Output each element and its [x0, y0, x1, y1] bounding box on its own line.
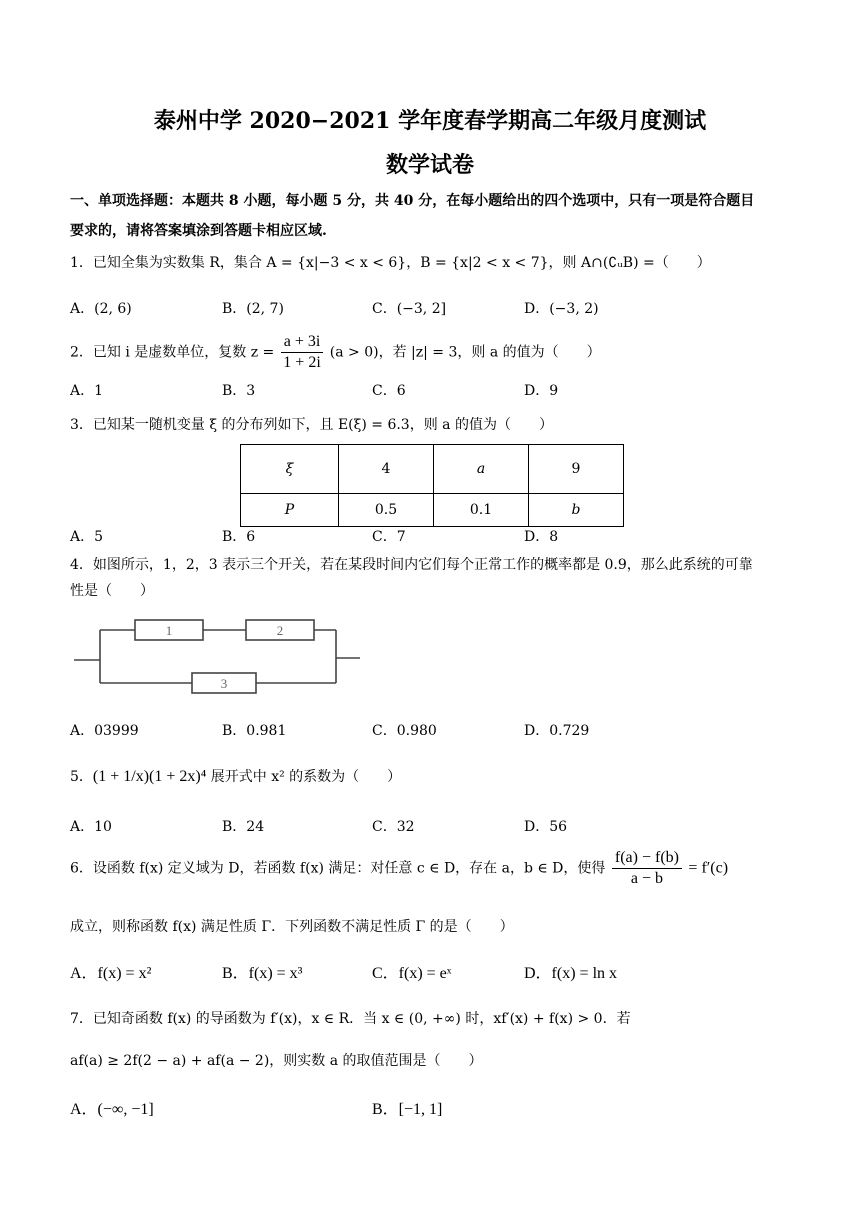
q2-frac-denominator: 1 + 2i [283, 354, 321, 371]
q6-fraction [612, 848, 682, 889]
q2-frac-numerator: a + 3i [281, 332, 324, 353]
table-cell: 0.1 [434, 494, 529, 527]
table-cell: 9 [529, 445, 624, 494]
switch-2-label: 2 [276, 623, 284, 638]
distribution-table [240, 444, 624, 527]
table-cell: P [241, 494, 339, 527]
table-row [241, 445, 624, 494]
q2-option-c: C．6 [372, 383, 406, 399]
table-cell: b [529, 494, 624, 527]
q4-stem-line2: 性是（ ） [70, 583, 154, 599]
q5-stem [70, 766, 795, 786]
switch-3-label: 3 [220, 676, 228, 691]
q2-stem-pre: 2．已知 i 是虚数单位，复数 z = [70, 344, 275, 361]
q4-option-c: C．0.980 [372, 723, 437, 739]
q5-option-a: A．10 [70, 819, 112, 835]
q6-frac-denominator: a − b [630, 870, 663, 887]
q2-stem [70, 332, 795, 373]
q5-option-d: D．56 [524, 819, 568, 835]
q2-option-d: D．9 [524, 383, 559, 399]
q5-stem-pre: 5． [70, 769, 93, 785]
table-cell: 0.5 [339, 494, 434, 527]
table-row [241, 494, 624, 527]
q1-option-c: C．(−3, 2] [372, 301, 447, 317]
q6-stem-pre: 6．设函数 f(x) 定义域为 D，若函数 f(x) 满足：对任意 c ∈ D，存在 a，b ∈ D，使得 [70, 860, 606, 877]
page-title: 泰州中学 2020−2021 学年度春学期高二年级月度测试 [153, 108, 707, 134]
q3-option-b: B．6 [222, 529, 256, 545]
q4-option-d: D．0.729 [524, 723, 590, 739]
q6-stem-line2: 成立，则称函数 f(x) 满足性质 Γ．下列函数不满足性质 Γ 的是（ ） [70, 919, 514, 935]
q6-option-c: C．f(x) = eˣ [372, 965, 452, 982]
q3-option-d: D．8 [524, 529, 559, 545]
q3-stem: 3．已知某一随机变量 ξ 的分布列如下，且 E(ξ) = 6.3，则 a 的值为（ ） [70, 417, 553, 433]
q6-option-d: D．f(x) = ln x [524, 965, 618, 982]
q7-stem-line1: 7．已知奇函数 f(x) 的导函数为 f′(x)，x ∈ R．当 x ∈ (0, +∞) 时，xf′(x) + f(x) > 0．若 [70, 1011, 631, 1027]
q6-option-b: B．f(x) = x³ [222, 965, 303, 982]
table-cell: 4 [339, 445, 434, 494]
q1-option-b: B．(2, 7) [222, 301, 284, 317]
section-heading-line1: 一、单项选择题：本题共 8 小题，每小题 5 分，共 40 分，在每小题给出的四个选项中，只有一项是符合题目 [70, 193, 755, 209]
q7-option-b: B．[−1, 1] [372, 1101, 443, 1118]
switch-1-label: 1 [165, 623, 173, 638]
circuit-diagram [70, 610, 370, 700]
table-cell: a [434, 445, 529, 494]
q2-fraction [281, 332, 324, 373]
q6-option-a: A．f(x) = x² [70, 965, 152, 982]
q1-stem: 1．已知全集为实数集 R，集合 A = {x|−3 < x < 6}，B = {x|2 < x < 7}，则 A∩(∁ᵤB) =（ ） [70, 255, 711, 271]
q3-option-a: A．5 [70, 529, 104, 545]
q6-stem-post: = f′(c) [688, 859, 729, 877]
q4-option-b: B．0.981 [222, 723, 287, 739]
q5-option-b: B．24 [222, 819, 265, 835]
q4-option-a: A．03999 [70, 723, 139, 739]
section-heading-line2: 要求的，请将答案填涂到答题卡相应区域. [70, 223, 327, 239]
table-cell: ξ [241, 445, 339, 494]
q6-stem-line1 [70, 848, 795, 889]
q1-option-d: D．(−3, 2) [524, 301, 599, 317]
q5-expression: (1 + 1/x)(1 + 2x)⁴ [92, 768, 207, 785]
q3-option-c: C．7 [372, 529, 406, 545]
page-subtitle: 数学试卷 [385, 152, 474, 178]
q7-stem-line2: af(a) ≥ 2f(2 − a) + af(a − 2)，则实数 a 的取值范围是（ ） [70, 1053, 483, 1069]
q5-option-c: C．32 [372, 819, 415, 835]
q2-stem-post: (a > 0)，若 |z| = 3，则 a 的值为（ ） [329, 344, 601, 361]
q4-stem-line1: 4．如图所示，1，2，3 表示三个开关，若在某段时间内它们每个正常工作的概率都是 0.9，那么此系统的可靠 [70, 557, 753, 573]
q2-option-a: A．1 [70, 383, 104, 399]
q5-stem-post: 展开式中 x² 的系数为（ ） [206, 769, 402, 785]
q6-frac-numerator: f(a) − f(b) [612, 848, 682, 869]
q1-option-a: A．(2, 6) [70, 301, 132, 317]
q2-option-b: B．3 [222, 383, 256, 399]
q7-option-a: A．(−∞, −1] [70, 1101, 154, 1118]
